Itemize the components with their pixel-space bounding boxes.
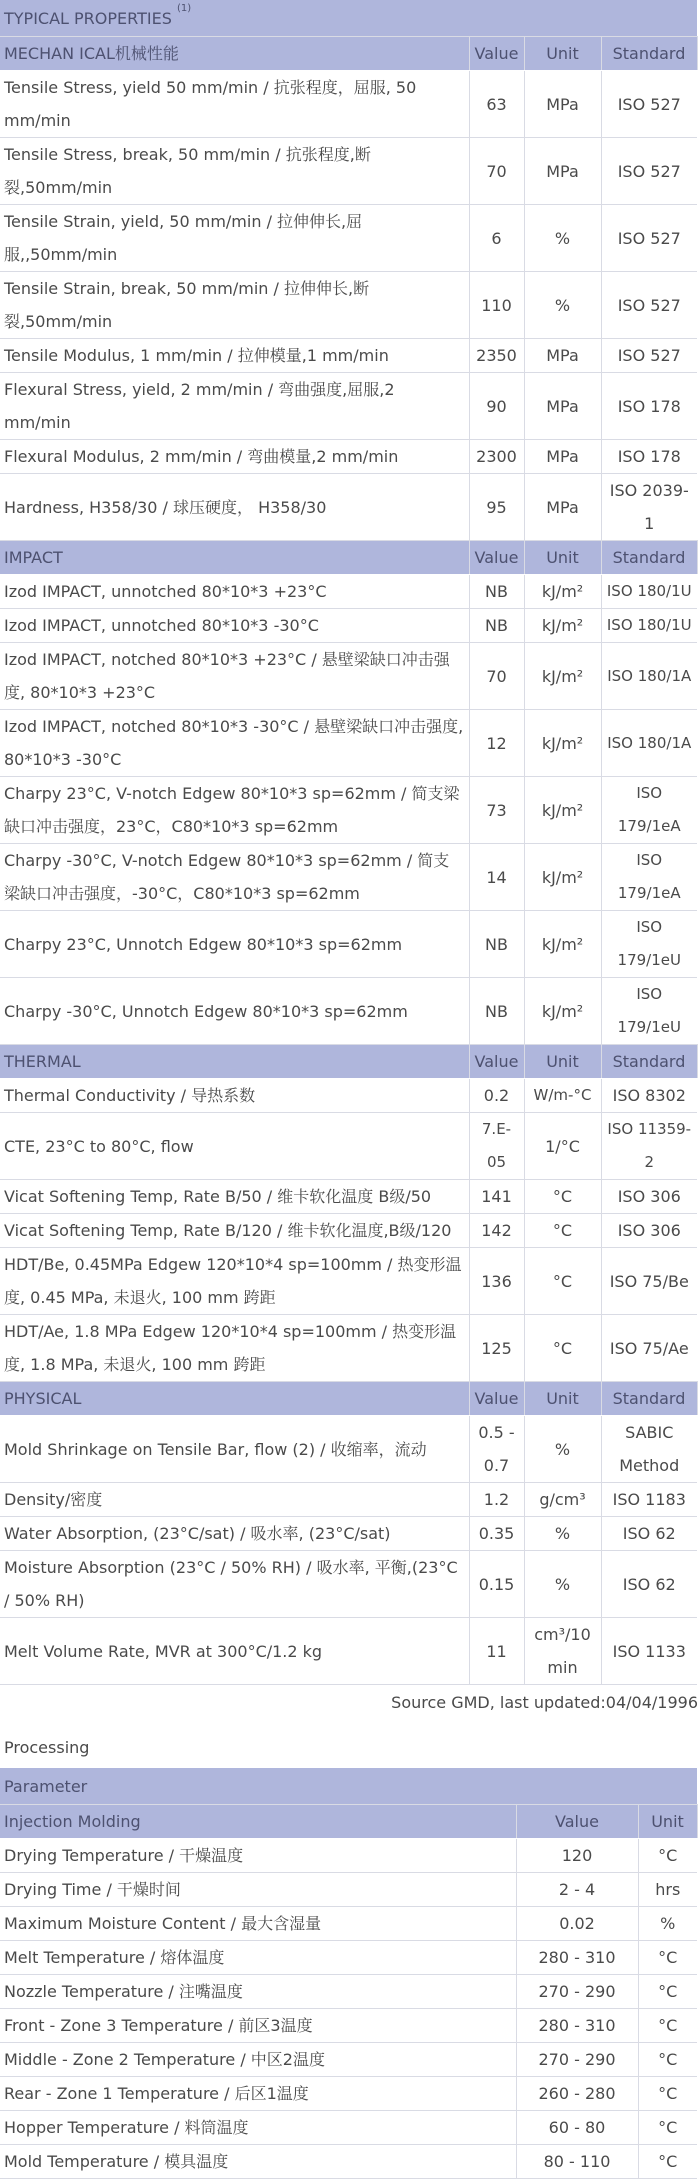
col-value-header: Value — [469, 37, 524, 71]
property-standard: SABIC Method — [601, 1416, 697, 1483]
table-row — [0, 373, 697, 440]
section-name: IMPACT — [0, 541, 469, 575]
property-standard: ISO 179/1eA — [601, 777, 697, 844]
property-label: HDT/Ae, 1.8 MPa Edgew 120*10*4 sp=100mm / 热变形温度, 1.8 MPa, 未退火, 100 mm 跨距 — [0, 1315, 469, 1382]
property-unit: kJ/m² — [524, 844, 601, 911]
parameter-value: 280 - 310 — [516, 1941, 638, 1975]
property-standard: ISO 1133 — [601, 1618, 697, 1685]
property-label: Density/密度 — [0, 1483, 469, 1517]
table-row — [0, 777, 697, 844]
table-row — [0, 2145, 697, 2179]
table-row — [0, 2077, 697, 2111]
property-label: Izod IMPACT, notched 80*10*3 -30°C / 悬壁梁缺口冲击强度, 80*10*3 -30°C — [0, 710, 469, 777]
section-name: PHYSICAL — [0, 1382, 469, 1416]
property-value: 1.2 — [469, 1483, 524, 1517]
processing-title: Processing — [4, 1738, 90, 1757]
parameter-unit: hrs — [638, 1873, 697, 1907]
property-value: 0.35 — [469, 1517, 524, 1551]
table-row — [0, 440, 697, 474]
property-value: 90 — [469, 373, 524, 440]
col-unit-header: Unit — [638, 1805, 697, 1839]
property-label: Izod IMPACT, unnotched 80*10*3 -30°C — [0, 609, 469, 643]
table-row — [0, 1214, 697, 1248]
parameter-header: Parameter — [0, 1768, 697, 1805]
table-row — [0, 1839, 697, 1873]
section-header-impact — [0, 541, 697, 575]
property-standard: ISO 11359-2 — [601, 1113, 697, 1180]
property-label: Flexural Stress, yield, 2 mm/min / 弯曲强度,屈服,2 mm/min — [0, 373, 469, 440]
property-standard: ISO 62 — [601, 1551, 697, 1618]
section-name: MECHAN ICAL机械性能 — [0, 37, 469, 71]
property-standard: ISO 62 — [601, 1517, 697, 1551]
table-row — [0, 1248, 697, 1315]
parameter-unit: °C — [638, 2009, 697, 2043]
col-value-header: Value — [516, 1805, 638, 1839]
section-name: THERMAL — [0, 1045, 469, 1079]
property-unit: % — [524, 205, 601, 272]
table-row — [0, 1873, 697, 1907]
property-unit: kJ/m² — [524, 609, 601, 643]
parameter-unit: °C — [638, 2077, 697, 2111]
property-label: Izod IMPACT, unnotched 80*10*3 +23°C — [0, 575, 469, 609]
property-label: Tensile Strain, break, 50 mm/min / 拉伸伸长,断裂,50mm/min — [0, 272, 469, 339]
source-note: Source GMD, last updated:04/04/1996 — [391, 1693, 698, 1712]
property-unit: % — [524, 1551, 601, 1618]
property-label: Thermal Conductivity / 导热系数 — [0, 1079, 469, 1113]
col-standard-header: Standard — [601, 1382, 697, 1416]
property-label: Tensile Stress, break, 50 mm/min / 抗张程度,断裂,50mm/min — [0, 138, 469, 205]
table-row — [0, 1551, 697, 1618]
parameter-unit: °C — [638, 2145, 697, 2179]
table-row — [0, 609, 697, 643]
parameter-unit: % — [638, 1907, 697, 1941]
col-unit-header: Unit — [524, 541, 601, 575]
property-standard: ISO 306 — [601, 1180, 697, 1214]
property-value: 6 — [469, 205, 524, 272]
parameter-label: Melt Temperature / 熔体温度 — [0, 1941, 516, 1975]
property-unit: MPa — [524, 474, 601, 541]
table-row — [0, 1907, 697, 1941]
property-value: 142 — [469, 1214, 524, 1248]
property-label: Charpy 23°C, Unnotch Edgew 80*10*3 sp=62mm — [0, 911, 469, 978]
property-unit: °C — [524, 1180, 601, 1214]
property-standard: ISO 75/Ae — [601, 1315, 697, 1382]
col-value-header: Value — [469, 1382, 524, 1416]
table-row — [0, 575, 697, 609]
table-row — [0, 1315, 697, 1382]
table-row — [0, 2111, 697, 2145]
col-standard-header: Standard — [601, 37, 697, 71]
property-label: Charpy 23°C, V-notch Edgew 80*10*3 sp=62mm / 简支梁缺口冲击强度，23°C，C80*10*3 sp=62mm — [0, 777, 469, 844]
table-row — [0, 1113, 697, 1180]
table-row — [0, 1941, 697, 1975]
property-unit: °C — [524, 1315, 601, 1382]
property-label: Izod IMPACT, notched 80*10*3 +23°C / 悬壁梁缺口冲击强度, 80*10*3 +23°C — [0, 643, 469, 710]
property-value: 0.15 — [469, 1551, 524, 1618]
property-value: 70 — [469, 643, 524, 710]
parameter-value: 260 - 280 — [516, 2077, 638, 2111]
property-standard: ISO 527 — [601, 205, 697, 272]
property-unit: % — [524, 1517, 601, 1551]
parameter-label: Drying Temperature / 干燥温度 — [0, 1839, 516, 1873]
property-label: CTE, 23°C to 80°C, flow — [0, 1113, 469, 1180]
table-row — [0, 2043, 697, 2077]
property-label: Vicat Softening Temp, Rate B/120 / 维卡软化温度,B级/120 — [0, 1214, 469, 1248]
parameter-label: Hopper Temperature / 料筒温度 — [0, 2111, 516, 2145]
property-value: NB — [469, 978, 524, 1045]
table-row — [0, 1975, 697, 2009]
title-text: TYPICAL PROPERTIES — [4, 8, 172, 28]
table-row — [0, 2009, 697, 2043]
property-label: HDT/Be, 0.45MPa Edgew 120*10*4 sp=100mm / 热变形温度, 0.45 MPa, 未退火, 100 mm 跨距 — [0, 1248, 469, 1315]
property-unit: cm³/10 min — [524, 1618, 601, 1685]
parameter-value: 280 - 310 — [516, 2009, 638, 2043]
property-standard: ISO 180/1A — [601, 643, 697, 710]
property-unit: MPa — [524, 138, 601, 205]
table-row — [0, 205, 697, 272]
processing-table — [0, 1768, 698, 2179]
property-standard: ISO 180/1A — [601, 710, 697, 777]
property-value: 12 — [469, 710, 524, 777]
property-value: 11 — [469, 1618, 524, 1685]
property-value: 73 — [469, 777, 524, 844]
parameter-unit: °C — [638, 1975, 697, 2009]
property-unit: 1/°C — [524, 1113, 601, 1180]
table-row — [0, 911, 697, 978]
title-superscript: (1) — [176, 2, 192, 14]
property-value: 7.E-05 — [469, 1113, 524, 1180]
col-unit-header: Unit — [524, 37, 601, 71]
property-standard: ISO 179/1eA — [601, 844, 697, 911]
table-row — [0, 643, 697, 710]
parameter-unit: °C — [638, 2043, 697, 2077]
property-unit: kJ/m² — [524, 643, 601, 710]
property-unit: g/cm³ — [524, 1483, 601, 1517]
property-value: NB — [469, 575, 524, 609]
property-value: 63 — [469, 71, 524, 138]
col-value-header: Value — [469, 541, 524, 575]
col-value-header: Value — [469, 1045, 524, 1079]
property-unit: kJ/m² — [524, 911, 601, 978]
property-unit: kJ/m² — [524, 575, 601, 609]
typical-properties-title — [0, 0, 697, 37]
property-unit: kJ/m² — [524, 978, 601, 1045]
parameter-label: Rear - Zone 1 Temperature / 后区1温度 — [0, 2077, 516, 2111]
property-label: Tensile Modulus, 1 mm/min / 拉伸模量,1 mm/min — [0, 339, 469, 373]
col-standard-header: Standard — [601, 541, 697, 575]
property-label: Vicat Softening Temp, Rate B/50 / 维卡软化温度 B级/50 — [0, 1180, 469, 1214]
parameter-label: Drying Time / 干燥时间 — [0, 1873, 516, 1907]
property-value: 0.2 — [469, 1079, 524, 1113]
table-row — [0, 71, 697, 138]
parameter-value: 270 - 290 — [516, 2043, 638, 2077]
property-standard: ISO 2039-1 — [601, 474, 697, 541]
property-standard: ISO 1183 — [601, 1483, 697, 1517]
property-unit: °C — [524, 1248, 601, 1315]
property-label: Charpy -30°C, V-notch Edgew 80*10*3 sp=62mm / 简支梁缺口冲击强度，-30°C，C80*10*3 sp=62mm — [0, 844, 469, 911]
property-value: 14 — [469, 844, 524, 911]
property-value: 110 — [469, 272, 524, 339]
property-label: Hardness, H358/30 / 球压硬度， H358/30 — [0, 474, 469, 541]
table-row — [0, 272, 697, 339]
parameter-unit: °C — [638, 1839, 697, 1873]
property-standard: ISO 178 — [601, 373, 697, 440]
section-name: Injection Molding — [0, 1805, 516, 1839]
table-row — [0, 978, 697, 1045]
table-row — [0, 339, 697, 373]
parameter-value: 270 - 290 — [516, 1975, 638, 2009]
table-row — [0, 474, 697, 541]
property-label: Tensile Stress, yield 50 mm/min / 抗张程度，屈服, 50 mm/min — [0, 71, 469, 138]
table-row — [0, 1180, 697, 1214]
property-value: 0.5 - 0.7 — [469, 1416, 524, 1483]
parameter-unit: °C — [638, 1941, 697, 1975]
property-standard: ISO 527 — [601, 138, 697, 205]
property-unit: W/m-°C — [524, 1079, 601, 1113]
property-label: Water Absorption, (23°C/sat) / 吸水率, (23°C/sat) — [0, 1517, 469, 1551]
property-label: Melt Volume Rate, MVR at 300°C/1.2 kg — [0, 1618, 469, 1685]
col-standard-header: Standard — [601, 1045, 697, 1079]
property-standard: ISO 527 — [601, 272, 697, 339]
property-value: 136 — [469, 1248, 524, 1315]
property-standard: ISO 8302 — [601, 1079, 697, 1113]
property-value: 95 — [469, 474, 524, 541]
parameter-label: Maximum Moisture Content / 最大含湿量 — [0, 1907, 516, 1941]
parameter-label: Front - Zone 3 Temperature / 前区3温度 — [0, 2009, 516, 2043]
property-label: Tensile Strain, yield, 50 mm/min / 拉伸伸长,屈服,,50mm/min — [0, 205, 469, 272]
section-header-thermal — [0, 1045, 697, 1079]
section-header-injection-molding — [0, 1805, 697, 1839]
property-label: Moisture Absorption (23°C / 50% RH) / 吸水率, 平衡,(23°C / 50% RH) — [0, 1551, 469, 1618]
col-unit-header: Unit — [524, 1045, 601, 1079]
section-header-physical — [0, 1382, 697, 1416]
property-value: NB — [469, 609, 524, 643]
parameter-value: 60 - 80 — [516, 2111, 638, 2145]
property-label: Mold Shrinkage on Tensile Bar, flow (2) / 收缩率，流动 — [0, 1416, 469, 1483]
parameter-value: 2 - 4 — [516, 1873, 638, 1907]
section-header-mechanical — [0, 37, 697, 71]
property-value: 70 — [469, 138, 524, 205]
property-value: 125 — [469, 1315, 524, 1382]
table-row — [0, 1416, 697, 1483]
table-row — [0, 844, 697, 911]
property-standard: ISO 178 — [601, 440, 697, 474]
property-unit: MPa — [524, 373, 601, 440]
parameter-label: Nozzle Temperature / 注嘴温度 — [0, 1975, 516, 2009]
table-row — [0, 138, 697, 205]
property-standard: ISO 179/1eU — [601, 978, 697, 1045]
table-row — [0, 1517, 697, 1551]
property-value: 2350 — [469, 339, 524, 373]
property-unit: kJ/m² — [524, 710, 601, 777]
property-unit: kJ/m² — [524, 777, 601, 844]
property-value: NB — [469, 911, 524, 978]
parameter-value: 0.02 — [516, 1907, 638, 1941]
property-standard: ISO 180/1U — [601, 575, 697, 609]
property-unit: MPa — [524, 339, 601, 373]
property-unit: % — [524, 1416, 601, 1483]
property-label: Flexural Modulus, 2 mm/min / 弯曲模量,2 mm/min — [0, 440, 469, 474]
table-row — [0, 710, 697, 777]
table-row — [0, 1618, 697, 1685]
col-unit-header: Unit — [524, 1382, 601, 1416]
table-row — [0, 1079, 697, 1113]
property-label: Charpy -30°C, Unnotch Edgew 80*10*3 sp=62mm — [0, 978, 469, 1045]
property-standard: ISO 527 — [601, 71, 697, 138]
property-unit: % — [524, 272, 601, 339]
property-value: 2300 — [469, 440, 524, 474]
property-standard: ISO 179/1eU — [601, 911, 697, 978]
property-value: 141 — [469, 1180, 524, 1214]
property-standard: ISO 75/Be — [601, 1248, 697, 1315]
parameter-label: Middle - Zone 2 Temperature / 中区2温度 — [0, 2043, 516, 2077]
property-standard: ISO 306 — [601, 1214, 697, 1248]
parameter-label: Mold Temperature / 模具温度 — [0, 2145, 516, 2179]
parameter-value: 80 - 110 — [516, 2145, 638, 2179]
table-row — [0, 1483, 697, 1517]
property-standard: ISO 180/1U — [601, 609, 697, 643]
property-unit: MPa — [524, 71, 601, 138]
property-standard: ISO 527 — [601, 339, 697, 373]
property-unit: MPa — [524, 440, 601, 474]
parameter-unit: °C — [638, 2111, 697, 2145]
property-unit: °C — [524, 1214, 601, 1248]
parameter-value: 120 — [516, 1839, 638, 1873]
